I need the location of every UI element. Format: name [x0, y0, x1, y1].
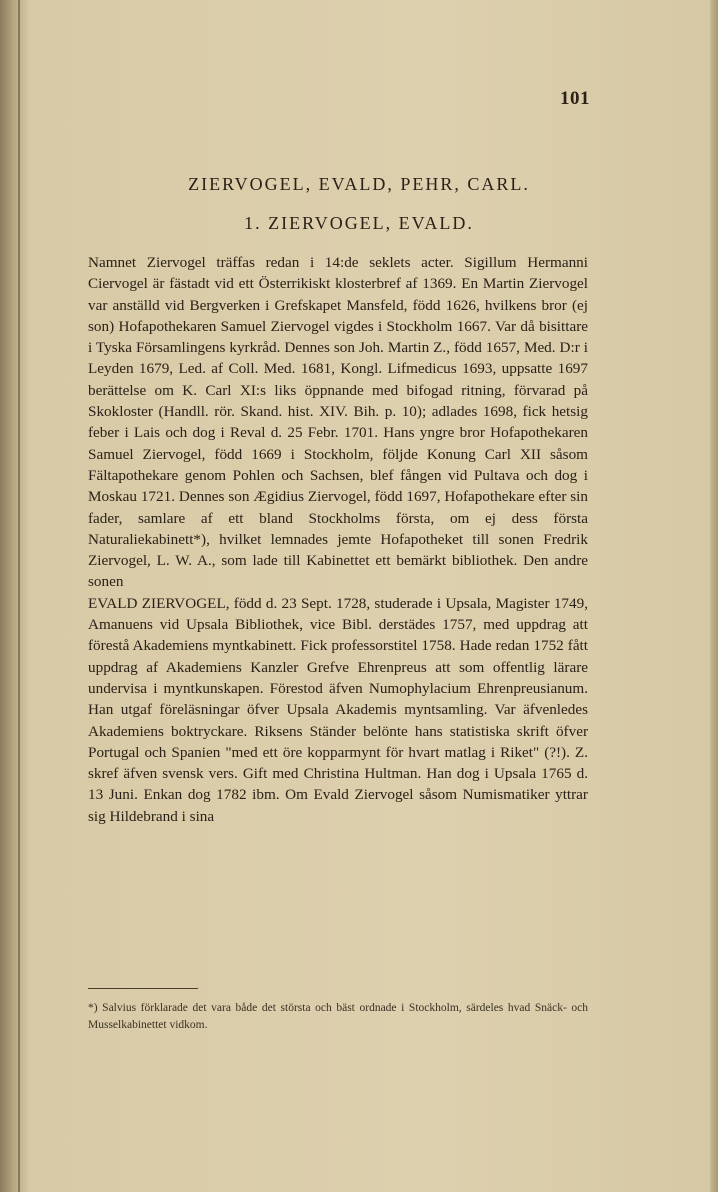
section-heading: 1. ZIERVOGEL, EVALD. [244, 213, 474, 233]
running-head: ZIERVOGEL, EVALD, PEHR, CARL. [188, 174, 530, 194]
body-text [88, 252, 588, 827]
footnote-rule [88, 988, 198, 989]
paragraph: EVALD ZIERVOGEL, född d. 23 Sept. 1728, studerade i Upsala, Magister 1749, Amanuens vid Upsala Bibliothek, vice Bibl. derstädes 1757, med uppdrag att förestå Akademiens myntkabinett. Fick professorstitel 1758. Hade redan 1752 fått uppdrag af Akademiens Kanzler Grefve Ehrenpreus att som offentlig lärare undervisa i myntkunskapen. Förestod äfven Numophylacium Ehrenpreusianum. Han utgaf föreläsningar öfver Upsala Akademis myntsamling. Var äfvenledes Akademiens boktryckare. Riksens Ständer belönte hans statistiska skrift öfver Portugal och Spanien "med ett öre kopparmynt för hvart matlag i Riket" (?!). Z. skref äfven svensk vers. Gift med Christina Hultman. Han dog i Upsala 1765 d. 13 Juni. Enkan dog 1782 ibm. Om Evald Ziervogel såsom Numismatiker yttrar sig Hildebrand i sina [88, 594, 588, 825]
footnote: *) Salvius förklarade det vara både det största och bäst ordnade i Stockholm, särdeles hvad Snäck- och Musselkabinettet vidkom. [88, 1002, 588, 1031]
page-number: 101 [560, 88, 590, 109]
paragraph: Namnet Ziervogel träffas redan i 14:de seklets acter. Sigillum Hermanni Ciervogel är fästadt vid ett Österrikiskt klosterbref af 1369. En Martin Ziervogel var anställd vid Bergverken i Grefskapet Mansfeld, född 1626, hvilkens bror (ej son) Hofapothekaren Samuel Ziervogel vigdes i Stockholm 1667. Var då bisittare i Tyska Församlingens kyrkråd. Dennes son Joh. Martin Z., född 1657, Med. D:r i Leyden 1679, Led. af Coll. Med. 1681, Kongl. Lifmedicus 1693, uppsatte 1697 berättelse om K. Carl XI:s liks öppnande med bifogad ritning, förvarad på Skokloster (Handll. rör. Skand. hist. XIV. Bih. p. 10); adlades 1698, fick hetsig feber i Lais och dog i Reval d. 25 Febr. 1701. Hans yngre bror Hofapothekaren Samuel Ziervogel, född 1669 i Stockholm, följde Konung Carl XII såsom Fältapothekare genom Pohlen och Sachsen, blef fången vid Pultava och dog i Moskau 1721. Dennes son Ægidius Ziervogel, född 1697, Hofapothekare efter sin fader, samlare af ett bland Stockholms första, om ej dess första Naturaliekabinett*), hvilket lemnades jemte Hofapotheket till sonen Fredrik Ziervogel, L. W. A., som lade till Kabinettet ett bemärkt bibliothek. Den andre sonen [88, 254, 588, 591]
